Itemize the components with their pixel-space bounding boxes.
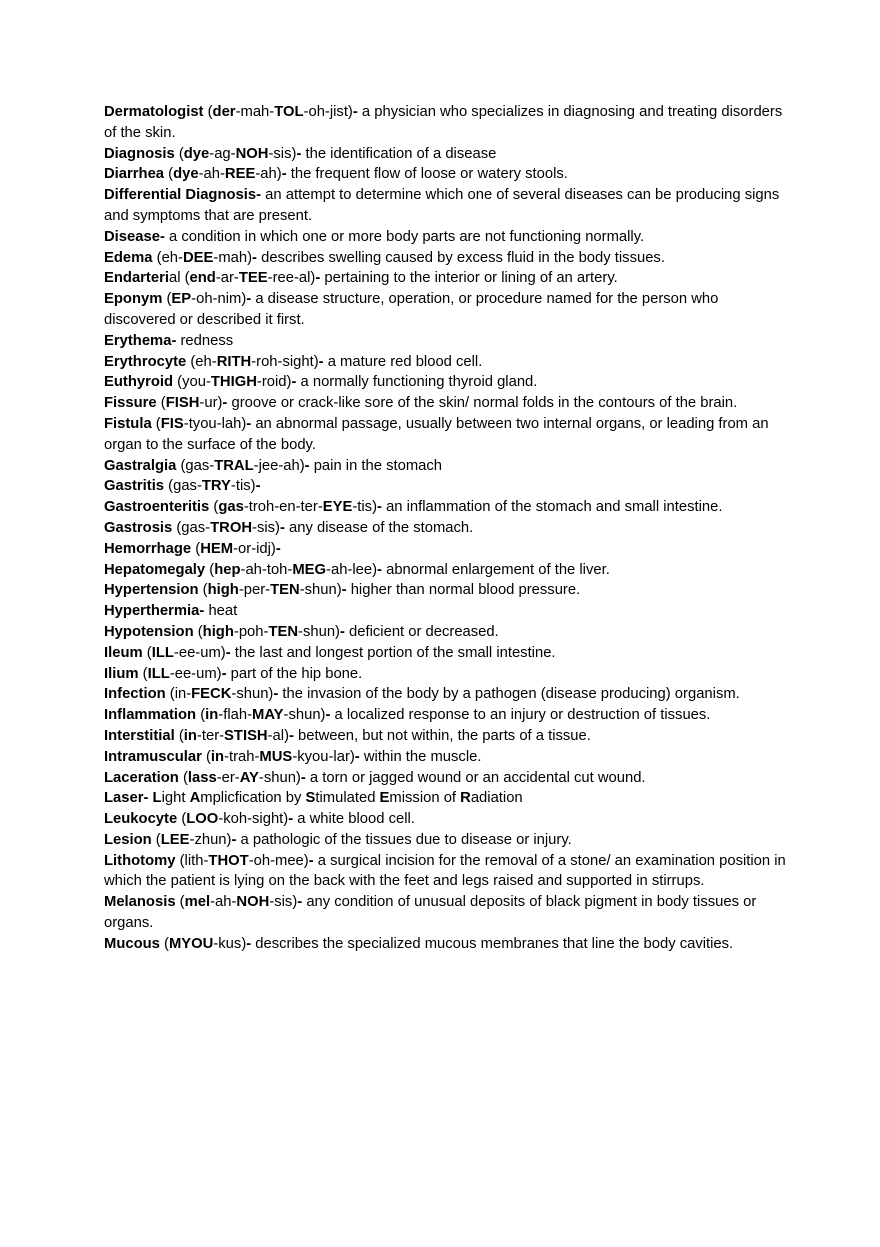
glossary-entry bbox=[104, 164, 794, 185]
entry-text: (gas- bbox=[172, 519, 211, 536]
entry-bold-text: Hemorrhage bbox=[104, 540, 192, 557]
entry-bold-text: - bbox=[289, 727, 294, 744]
entry-text: any disease of the stomach. bbox=[284, 519, 474, 536]
entry-text: -trah- bbox=[224, 748, 260, 765]
entry-text: -ah-lee) bbox=[326, 561, 378, 578]
entry-bold-text: HEM bbox=[200, 540, 234, 557]
entry-text: -per- bbox=[238, 582, 271, 599]
entry-bold-text: - bbox=[291, 374, 297, 391]
entry-text: -ee-um) bbox=[173, 644, 226, 661]
entry-bold-text: - bbox=[255, 478, 261, 495]
entry-text: ( bbox=[203, 104, 213, 120]
glossary-entry bbox=[104, 726, 794, 747]
entry-text: pertaining to the interior or lining of an artery. bbox=[320, 270, 618, 287]
entry-text: -ah-toh- bbox=[240, 561, 293, 578]
entry-bold-text: lass bbox=[187, 769, 217, 786]
entry-bold-text: - bbox=[341, 582, 347, 599]
entry-bold-text: dye bbox=[173, 166, 199, 183]
entry-text: ( bbox=[174, 145, 184, 162]
entry-text: ( bbox=[151, 831, 161, 848]
entry-text: a normally functioning thyroid gland. bbox=[296, 374, 538, 391]
entry-bold-text: Hypotension bbox=[104, 623, 194, 640]
entry-bold-text: - bbox=[246, 291, 252, 308]
entry-text: -ur) bbox=[199, 395, 223, 412]
entry-bold-text: Ileum bbox=[104, 644, 143, 661]
glossary-entry bbox=[104, 892, 794, 934]
entry-bold-text: DEE bbox=[182, 249, 214, 266]
entry-bold-text: - bbox=[221, 665, 227, 682]
entry-bold-text: FIS bbox=[160, 415, 184, 432]
entry-text: -mah) bbox=[213, 249, 253, 266]
glossary-entry bbox=[104, 601, 794, 622]
glossary-entry bbox=[104, 456, 794, 477]
entry-bold-text: hep bbox=[214, 561, 241, 578]
entry-text: -oh-nim) bbox=[191, 291, 247, 308]
glossary-entry bbox=[104, 809, 794, 830]
entry-text: a torn or jagged wound or an accidental cut wound. bbox=[305, 769, 646, 786]
entry-bold-text: Differential Diagnosis- bbox=[104, 187, 262, 204]
entry-bold-text: Euthyroid bbox=[104, 374, 174, 391]
entry-text: the last and longest portion of the small intestine. bbox=[230, 644, 556, 661]
entry-bold-text: der bbox=[212, 104, 236, 120]
entry-bold-text: Lesion bbox=[104, 831, 152, 848]
entry-bold-text: RITH bbox=[216, 353, 252, 370]
entry-text: an abnormal passage, usually between two internal organs, or leading from an organ to the surface of the body. bbox=[104, 415, 769, 453]
entry-text: -tis) bbox=[352, 499, 378, 516]
entry-bold-text: Gastralgia bbox=[104, 457, 177, 474]
entry-bold-text: - bbox=[325, 707, 331, 724]
entry-bold-text: Gastroenteritis bbox=[104, 499, 210, 516]
entry-bold-text: Eponym bbox=[104, 291, 163, 308]
entry-text: mission of bbox=[389, 790, 461, 807]
glossary-entry bbox=[104, 768, 794, 789]
glossary-entry bbox=[104, 747, 794, 768]
entry-bold-text: - bbox=[279, 519, 285, 536]
entry-text: describes swelling caused by excess fluid in the body tissues. bbox=[256, 249, 665, 266]
entry-bold-text: - bbox=[296, 145, 302, 162]
glossary-entry bbox=[104, 476, 794, 497]
entry-text: -tyou-lah) bbox=[183, 415, 247, 432]
entry-text: -sis) bbox=[268, 145, 297, 162]
entry-bold-text: - bbox=[297, 894, 303, 911]
entry-bold-text: A bbox=[189, 790, 201, 807]
entry-bold-text: Hypertension bbox=[104, 582, 199, 599]
entry-bold-text: Lithotomy bbox=[104, 852, 176, 869]
entry-bold-text: STISH bbox=[224, 727, 268, 744]
entry-text: an inflammation of the stomach and small intestine. bbox=[381, 499, 723, 516]
entry-bold-text: - bbox=[225, 644, 231, 661]
entry-text: an attempt to determine which one of several diseases can be producing signs and symptoms that are present. bbox=[104, 187, 780, 224]
entry-bold-text: Laceration bbox=[104, 769, 179, 786]
entry-text: ( bbox=[162, 291, 172, 308]
entry-bold-text: in bbox=[183, 727, 197, 744]
entry-bold-text: THIGH bbox=[210, 374, 257, 391]
entry-text: -or-idj) bbox=[233, 540, 276, 557]
glossary-entry bbox=[104, 268, 794, 289]
entry-text: ( bbox=[198, 582, 208, 599]
glossary-entry bbox=[104, 497, 794, 518]
entry-bold-text: TEN bbox=[268, 623, 299, 640]
entry-bold-text: Intramuscular bbox=[104, 748, 202, 765]
entry-text: -kyou-lar) bbox=[292, 748, 355, 765]
entry-bold-text: Melanosis bbox=[104, 894, 176, 911]
entry-bold-text: EP bbox=[171, 291, 192, 308]
entry-bold-text: EYE bbox=[322, 499, 353, 516]
entry-bold-text: high bbox=[202, 623, 234, 640]
entry-text: deficient or decreased. bbox=[344, 623, 499, 640]
entry-bold-text: TEN bbox=[270, 582, 300, 599]
glossary-entry bbox=[104, 705, 794, 726]
entry-text: (lith- bbox=[175, 852, 209, 869]
entry-text: -oh-jist) bbox=[303, 104, 353, 120]
entry-bold-text: FECK bbox=[191, 686, 232, 703]
entry-text: -shun) bbox=[258, 769, 301, 786]
entry-bold-text: - bbox=[308, 852, 314, 869]
entry-text: ( bbox=[205, 561, 215, 578]
entry-bold-text: gas bbox=[218, 499, 244, 516]
entry-text: ( bbox=[151, 415, 161, 432]
entry-bold-text: - bbox=[377, 561, 382, 578]
entry-bold-text: LEE bbox=[160, 831, 190, 848]
entry-bold-text: - bbox=[352, 104, 358, 120]
entry-text: a pathologic of the tissues due to disease or injury. bbox=[236, 831, 572, 848]
entry-text: (gas- bbox=[176, 457, 215, 474]
entry-text: ( bbox=[178, 769, 188, 786]
entry-text: a physician who specializes in diagnosing and treating disorders of the skin. bbox=[104, 104, 783, 141]
entry-bold-text: FISH bbox=[165, 395, 200, 412]
glossary-list bbox=[104, 102, 794, 955]
entry-text: ( bbox=[209, 499, 219, 516]
entry-text: (you- bbox=[173, 374, 211, 391]
entry-text: ( bbox=[164, 166, 174, 183]
entry-bold-text: TEE bbox=[238, 270, 268, 287]
glossary-entry bbox=[104, 788, 794, 809]
entry-bold-text: Diagnosis bbox=[104, 145, 175, 162]
glossary-entry bbox=[104, 664, 794, 685]
entry-text: a disease structure, operation, or procedure named for the person who discovered or described it first. bbox=[104, 291, 719, 328]
glossary-entry bbox=[104, 622, 794, 643]
entry-text: ( bbox=[201, 748, 211, 765]
glossary-entry bbox=[104, 185, 794, 227]
entry-bold-text: TRY bbox=[201, 478, 231, 495]
glossary-entry bbox=[104, 643, 794, 664]
entry-text: ( bbox=[142, 644, 152, 661]
entry-bold-text: Gastrosis bbox=[104, 519, 173, 536]
entry-text: mplicfication by bbox=[200, 790, 306, 807]
entry-text: -shun) bbox=[298, 623, 340, 640]
entry-text: abnormal enlargement of the liver. bbox=[381, 561, 610, 578]
entry-text: -poh- bbox=[233, 623, 269, 640]
entry-text: a localized response to an injury or destruction of tissues. bbox=[330, 707, 711, 724]
glossary-entry bbox=[104, 227, 794, 248]
entry-text: -roh-sight) bbox=[251, 353, 319, 370]
entry-bold-text: R bbox=[460, 790, 471, 807]
entry-bold-text: Mucous bbox=[104, 935, 160, 952]
entry-bold-text: AY bbox=[239, 769, 259, 786]
entry-text: -ree-al) bbox=[267, 270, 316, 287]
entry-bold-text: TOL bbox=[274, 104, 304, 120]
glossary-entry bbox=[104, 851, 794, 893]
entry-text: -ag- bbox=[209, 145, 236, 162]
entry-bold-text: Erythema- bbox=[104, 332, 177, 349]
entry-text: al ( bbox=[168, 270, 190, 287]
entry-bold-text: TRAL bbox=[214, 457, 254, 474]
entry-text: pain in the stomach bbox=[309, 457, 443, 474]
entry-text: -shun) bbox=[299, 582, 342, 599]
entry-bold-text: S bbox=[305, 790, 316, 807]
glossary-entry bbox=[104, 372, 794, 393]
entry-bold-text: - bbox=[275, 540, 281, 557]
entry-text: -tis) bbox=[230, 478, 256, 495]
entry-bold-text: REE bbox=[224, 166, 256, 183]
entry-text: groove or crack-like sore of the skin/ normal folds in the contours of the brain. bbox=[227, 395, 738, 412]
entry-bold-text: Interstitial bbox=[104, 727, 175, 744]
entry-text: -troh-en-ter- bbox=[243, 499, 323, 516]
entry-bold-text: in bbox=[205, 707, 219, 724]
entry-text: -flah- bbox=[218, 707, 252, 724]
entry-text: the identification of a disease bbox=[301, 145, 497, 162]
entry-bold-text: Edema bbox=[104, 249, 153, 266]
entry-text: -mah- bbox=[235, 104, 275, 120]
entry-bold-text: E bbox=[379, 790, 390, 807]
entry-text: between, but not within, the parts of a tissue. bbox=[293, 727, 591, 744]
entry-text: a surgical incision for the removal of a stone/ an examination position in which the patient is lying on the back with the feet and legs raised and supported in stirrups. bbox=[104, 852, 786, 890]
entry-text: ( bbox=[174, 727, 184, 744]
entry-text: timulated bbox=[315, 790, 380, 807]
entry-bold-text: - bbox=[300, 769, 306, 786]
entry-text: heat bbox=[204, 603, 238, 620]
entry-text: redness bbox=[176, 332, 234, 349]
glossary-entry bbox=[104, 248, 794, 269]
entry-bold-text: high bbox=[207, 582, 239, 599]
glossary-entry bbox=[104, 684, 794, 705]
entry-text: ( bbox=[156, 395, 166, 412]
entry-bold-text: MYOU bbox=[168, 935, 214, 952]
entry-bold-text: LOO bbox=[186, 811, 219, 828]
entry-text: -shun) bbox=[231, 686, 274, 703]
glossary-entry bbox=[104, 289, 794, 331]
entry-text: ( bbox=[138, 665, 148, 682]
entry-bold-text: - bbox=[304, 457, 310, 474]
entry-bold-text: - bbox=[246, 935, 252, 952]
glossary-entry bbox=[104, 352, 794, 373]
entry-text: -zhun) bbox=[189, 831, 232, 848]
glossary-entry bbox=[104, 539, 794, 560]
entry-bold-text: Infection bbox=[104, 686, 166, 703]
entry-bold-text: NOH bbox=[236, 894, 270, 911]
entry-bold-text: ILL bbox=[151, 644, 174, 661]
entry-bold-text: MEG bbox=[292, 561, 327, 578]
entry-bold-text: - bbox=[318, 353, 324, 370]
entry-text: -ah) bbox=[255, 166, 282, 183]
entry-text: ( bbox=[196, 707, 206, 724]
entry-text: ( bbox=[175, 894, 185, 911]
entry-text: -ah- bbox=[198, 166, 225, 183]
entry-bold-text: Disease- bbox=[104, 228, 165, 245]
glossary-entry bbox=[104, 144, 794, 165]
entry-bold-text: - bbox=[340, 623, 345, 640]
entry-text: -koh-sight) bbox=[218, 811, 289, 828]
entry-text: -al) bbox=[267, 727, 289, 744]
entry-text: ight bbox=[161, 790, 190, 807]
entry-text: (eh- bbox=[152, 249, 183, 266]
entry-text: -kus) bbox=[213, 935, 247, 952]
entry-bold-text: Ilium bbox=[104, 665, 139, 682]
entry-bold-text: Inflammation bbox=[104, 707, 197, 724]
entry-bold-text: MUS bbox=[259, 748, 293, 765]
entry-bold-text: Hyperthermia- bbox=[104, 603, 205, 620]
entry-text: the frequent flow of loose or watery stools. bbox=[286, 166, 568, 183]
glossary-entry bbox=[104, 518, 794, 539]
glossary-entry bbox=[104, 393, 794, 414]
entry-bold-text: ILL bbox=[147, 665, 170, 682]
entry-text: -shun) bbox=[283, 707, 326, 724]
glossary-entry bbox=[104, 580, 794, 601]
entry-text: -jee-ah) bbox=[253, 457, 305, 474]
entry-bold-text: mel bbox=[184, 894, 211, 911]
entry-bold-text: - bbox=[246, 415, 252, 432]
entry-text: a white blood cell. bbox=[293, 811, 415, 828]
entry-bold-text: Hepatomegaly bbox=[104, 561, 206, 578]
entry-bold-text: Fistula bbox=[104, 415, 152, 432]
entry-text: -sis) bbox=[269, 894, 298, 911]
entry-bold-text: TROH bbox=[210, 519, 253, 536]
entry-text: (in- bbox=[165, 686, 192, 703]
entry-bold-text: - bbox=[281, 166, 287, 183]
entry-bold-text: THOT bbox=[208, 852, 249, 869]
glossary-entry bbox=[104, 414, 794, 456]
entry-bold-text: Gastritis bbox=[104, 478, 165, 495]
entry-bold-text: - bbox=[377, 499, 382, 516]
entry-text: higher than normal blood pressure. bbox=[346, 582, 581, 599]
entry-text: -ah- bbox=[210, 894, 237, 911]
entry-text: (eh- bbox=[186, 353, 217, 370]
entry-text: -ee-um) bbox=[169, 665, 222, 682]
entry-text: a condition in which one or more body parts are not functioning normally. bbox=[164, 228, 645, 245]
entry-bold-text: Fissure bbox=[104, 395, 157, 412]
entry-text: -sis) bbox=[252, 519, 280, 536]
entry-bold-text: - bbox=[273, 686, 279, 703]
entry-bold-text: - bbox=[231, 831, 237, 848]
entry-text: -ar- bbox=[215, 270, 239, 287]
entry-text: within the muscle. bbox=[359, 748, 482, 765]
entry-text: ( bbox=[159, 935, 169, 952]
entry-bold-text: MAY bbox=[252, 707, 284, 724]
entry-text: ( bbox=[191, 540, 201, 557]
entry-text: -roid) bbox=[256, 374, 292, 391]
entry-bold-text: - bbox=[315, 270, 321, 287]
entry-text: describes the specialized mucous membranes that line the body cavities. bbox=[251, 935, 734, 952]
entry-text: adiation bbox=[470, 790, 523, 807]
entry-bold-text: Endarteri bbox=[104, 270, 169, 287]
entry-text: -oh-mee) bbox=[248, 852, 309, 869]
entry-text: ( bbox=[193, 623, 203, 640]
entry-bold-text: - bbox=[222, 395, 228, 412]
glossary-entry bbox=[104, 331, 794, 352]
glossary-entry bbox=[104, 830, 794, 851]
glossary-entry bbox=[104, 102, 794, 144]
entry-bold-text: in bbox=[210, 748, 225, 765]
entry-bold-text: Erythrocyte bbox=[104, 353, 187, 370]
entry-bold-text: dye bbox=[183, 145, 210, 162]
entry-bold-text: L bbox=[152, 790, 162, 807]
entry-bold-text: Dermatologist bbox=[104, 104, 204, 120]
entry-text: part of the hip bone. bbox=[226, 665, 363, 682]
entry-bold-text: Leukocyte bbox=[104, 811, 178, 828]
entry-bold-text: - bbox=[252, 249, 257, 266]
glossary-entry bbox=[104, 934, 794, 955]
entry-bold-text: Diarrhea bbox=[104, 166, 165, 183]
entry-bold-text: - bbox=[288, 811, 294, 828]
entry-text: any condition of unusual deposits of black pigment in body tissues or organs. bbox=[104, 894, 757, 932]
entry-bold-text: NOH bbox=[235, 145, 269, 162]
entry-text: ( bbox=[177, 811, 187, 828]
entry-bold-text: end bbox=[189, 270, 216, 287]
entry-bold-text: - bbox=[354, 748, 360, 765]
entry-text: (gas- bbox=[164, 478, 202, 495]
glossary-entry bbox=[104, 560, 794, 581]
entry-bold-text: Laser- bbox=[104, 790, 149, 807]
entry-text: -er- bbox=[216, 769, 240, 786]
entry-text: a mature red blood cell. bbox=[323, 353, 483, 370]
entry-text: the invasion of the body by a pathogen (disease producing) organism. bbox=[278, 686, 740, 703]
entry-text: -ter- bbox=[196, 727, 225, 744]
